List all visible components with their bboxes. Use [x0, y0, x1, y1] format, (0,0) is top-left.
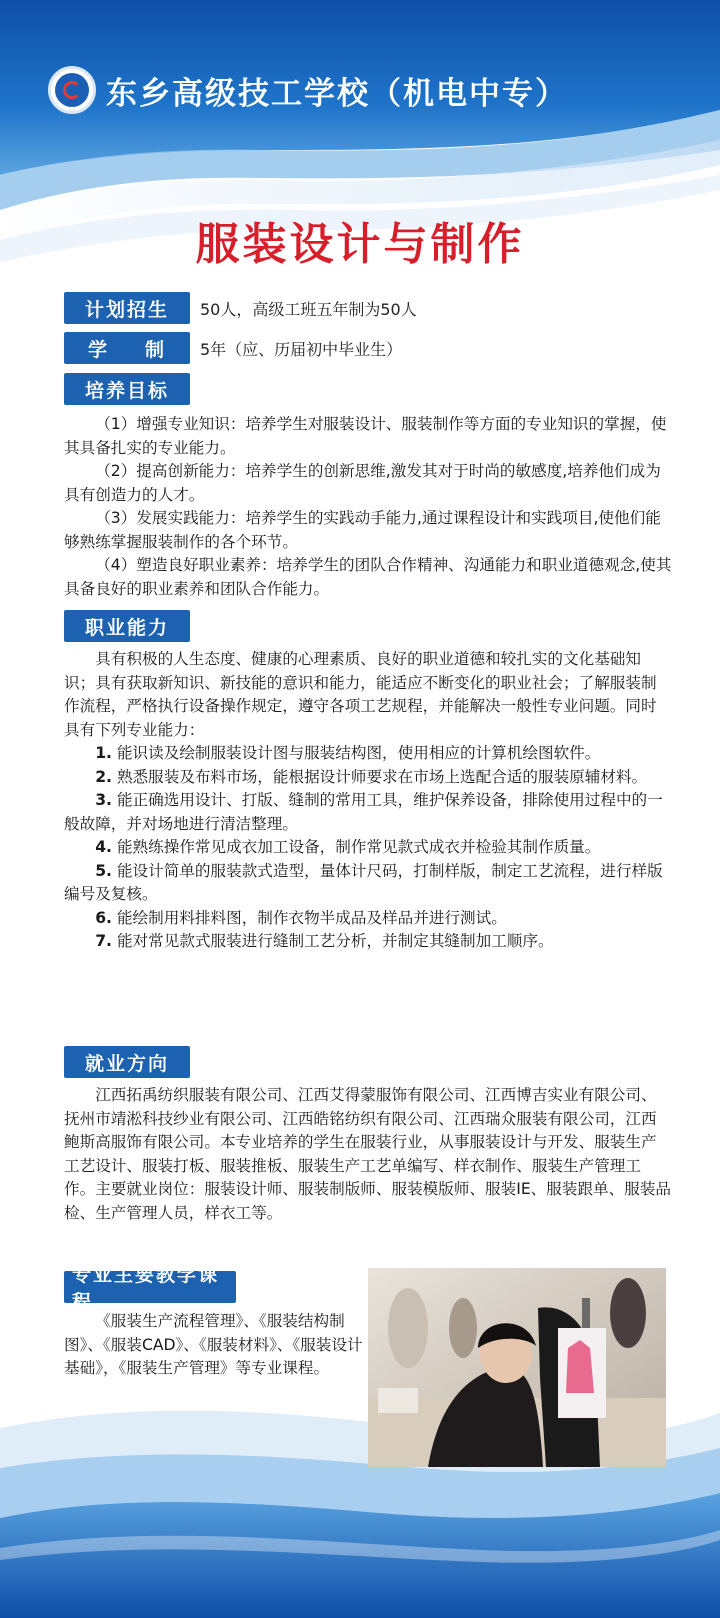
ability-item: 6. 能绘制用料排料图，制作衣物半成品及样品并进行测试。	[95, 908, 507, 927]
header-wave-background	[0, 0, 720, 320]
goal-item: （2）提高创新能力：培养学生的创新思维,激发其对于时尚的敏感度,培养他们成为具有创造力的人才。	[64, 462, 661, 504]
goal-item: （1）增强专业知识：培养学生对服装设计、服装制作等方面的专业知识的掌握，使其具备扎实的专业能力。	[64, 415, 667, 457]
goals-tag: 培养目标	[64, 373, 190, 405]
goal-item: （4）塑造良好职业素养：培养学生的团队合作精神、沟通能力和职业道德观念,使其具备良好的职业素养和团队合作能力。	[64, 556, 672, 598]
school-name: 东乡高级技工学校（机电中专）	[106, 75, 568, 112]
ability-item: 4. 能熟练操作常见成衣加工设备，制作常见款式成衣并检验其制作质量。	[95, 838, 601, 856]
employment-section	[64, 1084, 672, 1225]
page-title: 服装设计与制作	[195, 219, 525, 270]
courses-tag: 专业主要教学课程	[64, 1271, 236, 1303]
header	[48, 62, 568, 118]
ability-section	[64, 648, 672, 954]
courses-text: 《服装生产流程管理》、《服装结构制图》、《服装CAD》、《服装材料》、《服装设计基础》，《服装生产管理》等专业课程。	[64, 1312, 363, 1377]
ability-item: 3. 能正确选用设计、打版、缝制的常用工具，维护保养设备，排除使用过程中的一般故障，并对场地进行清洁整理。	[64, 791, 663, 833]
school-logo-icon	[48, 66, 96, 114]
ability-tag: 职业能力	[64, 610, 190, 642]
ability-item: 1. 能识读及绘制服装设计图与服装结构图，使用相应的计算机绘图软件。	[95, 744, 601, 762]
schooling-tag	[64, 332, 190, 364]
schooling-value: 5年（应、历届初中毕业生）	[200, 340, 403, 359]
employment-tag: 就业方向	[64, 1046, 190, 1078]
student-working-photo	[368, 1268, 666, 1467]
ability-item: 5. 能设计简单的服装款式造型，量体计尺码，打制样版，制定工艺流程，进行样版编号及复核。	[64, 861, 663, 903]
ability-intro: 具有积极的人生态度、健康的心理素质、良好的职业道德和较扎实的文化基础知识；具有获取新知识、新技能的意识和能力，能适应不断变化的职业社会；了解服装制作流程，严格执行设备操作规定，遵守各项工艺规程，并能解决一般性专业问题。同时具有下列专业能力：	[64, 650, 657, 739]
goals-list	[64, 413, 672, 601]
ability-item: 2. 熟悉服装及布料市场，能根据设计师要求在市场上选配合适的服装原辅材料。	[95, 767, 648, 786]
enrollment-value: 50人，高级工班五年制为50人	[200, 300, 417, 319]
ability-item: 7. 能对常见款式服装进行缝制工艺分析，并制定其缝制加工顺序。	[95, 932, 554, 950]
schooling-tag-char-1: 学	[88, 338, 110, 361]
employment-text: 江西拓禹纺织服装有限公司、江西艾得蒙服饰有限公司、江西博吉实业有限公司、抚州市靖淞科技纱业有限公司、江西皓铭纺织有限公司、江西瑞众服装有限公司，江西鲍斯高服饰有限公司。本专业培养的学生在服装行业，从事服装设计与开发、服装生产工艺设计、服装打板、服装推板、服装生产工艺单编写、样衣制作、服装生产管理工作。主要就业岗位：服装设计师、服装制版师、服装模版师、服装IE、服装跟单、服装品检、生产管理人员，样衣工等。	[64, 1086, 672, 1222]
schooling-tag-char-2: 制	[144, 338, 166, 361]
enrollment-tag: 计划招生	[64, 292, 190, 324]
goal-item: （3）发展实践能力：培养学生的实践动手能力,通过课程设计和实践项目,使他们能够熟练掌握服装制作的各个环节。	[64, 509, 661, 551]
